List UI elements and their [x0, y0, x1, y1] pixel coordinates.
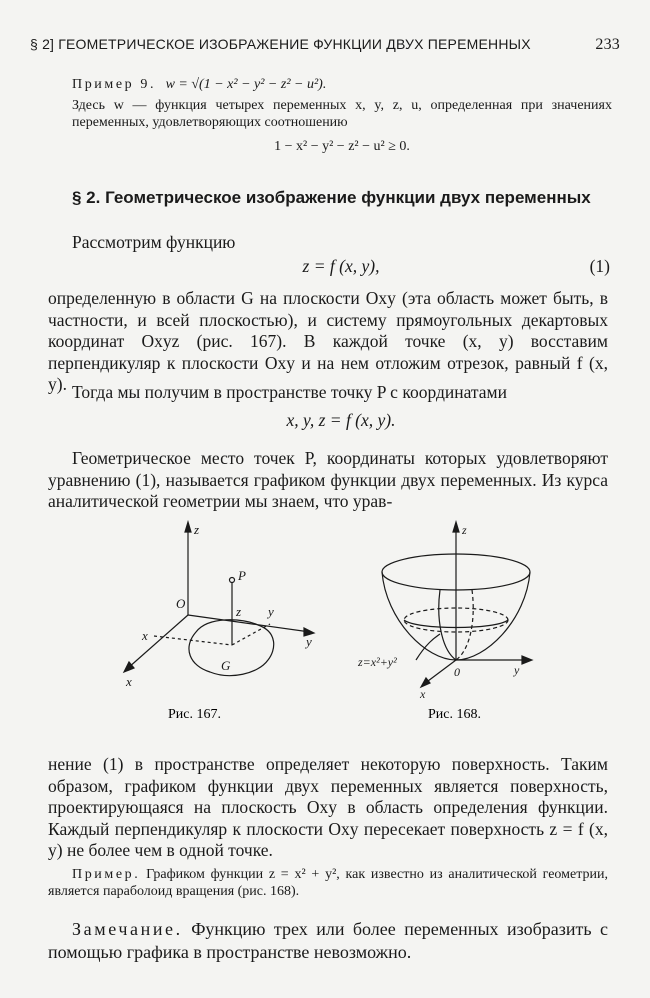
remark-text: Функцию трех или более переменных изобразить с помощью графика в пространстве невозможно. — [48, 919, 608, 962]
running-title: § 2] ГЕОМЕТРИЧЕСКОЕ ИЗОБРАЖЕНИЕ ФУНКЦИИ ДВУХ ПЕРЕМЕННЫХ — [30, 36, 531, 52]
fig168-x-axis-label: x — [420, 687, 426, 701]
fig167-z-label: z — [236, 604, 242, 619]
fig167-region-label: G — [221, 658, 231, 673]
example-9-formula: w = √(1 − x² − y² − z² − u²). — [165, 77, 327, 92]
fig167-x-axis-label: x — [126, 674, 132, 689]
paraboloid-meridian-hidden — [456, 590, 473, 660]
example-9-condition: 1 − x² − y² − z² − u² ≥ 0. — [274, 139, 410, 154]
paraboloid-meridian — [439, 590, 456, 660]
figure-167 — [118, 520, 338, 720]
figure-168-caption: Рис. 168. — [428, 707, 481, 720]
equation-1: z = f (x, y), — [302, 256, 380, 276]
fig167-x-label: x — [142, 628, 148, 643]
page-number: 233 — [595, 36, 620, 53]
fig167-point-label: P — [238, 568, 246, 583]
example-label: Пример. — [72, 867, 141, 882]
fig167-y-label: y — [268, 604, 274, 619]
fig167-z-axis-label: z — [194, 522, 200, 537]
section-title: § 2. Геометрическое изображение функции двух переменных — [72, 188, 591, 207]
remark — [48, 918, 608, 964]
y-axis-arrow — [522, 656, 532, 664]
paragraph-graph: Геометрическое место точек P, координаты которых удовлетворяют уравнению (1), называется графиком функции двух переменных. Из курса аналитической геометрии мы знаем, что урав- — [48, 448, 608, 511]
equation-1-number: (1) — [589, 256, 610, 276]
example-text: Графиком функции z = x² + y², как известно из аналитической геометрии, является параболоид вращения (рис. 168). — [48, 867, 609, 899]
paragraph-intro: Рассмотрим функцию — [72, 232, 236, 252]
x-axis-line — [424, 660, 456, 684]
paragraph-definition: определенную в области G на плоскости Oxy (эта область может быть, в частности, и всей плоскостью), и систему прямоугольных декартовых координат Oxyz (рис. 167). В каждой точке (x, y) восставим перпендикуляр к плоскости Oxy и на нем отложим отрезок, равный f (x, y). — [48, 288, 608, 394]
figure-168 — [356, 520, 556, 720]
point-p-marker — [230, 578, 235, 583]
fig168-origin-label: 0 — [454, 665, 460, 679]
fig167-origin-label: O — [176, 596, 186, 611]
fig168-surface-label: z=x²+y² — [358, 655, 397, 669]
example-paraboloid — [48, 866, 608, 900]
z-axis-arrow — [453, 522, 459, 532]
example-9-text: Здесь w — функция четырех переменных x, y, z, u, определенная при значениях переменных, удовлетворяющих соотношению — [72, 98, 612, 130]
surface-pointer-line — [416, 634, 440, 660]
figure-167-caption: Рис. 167. — [168, 707, 221, 720]
fig168-z-axis-label: z — [462, 523, 467, 537]
fig167-y-axis-label: y — [306, 634, 312, 649]
example-9-heading — [72, 76, 612, 93]
paragraph-surface: нение (1) в пространстве определяет некоторую поверхность. Таким образом, графиком функции двух переменных является поверхность, проектирующаяся на плоскость Oxy в область определения функции. Каждый перпендикуляр к плоскости Oxy пересекает поверхность z = f (x, y) не более чем в одной точке. — [48, 754, 608, 860]
equation-2: x, y, z = f (x, y). — [286, 410, 396, 430]
x-axis-line — [128, 615, 188, 668]
region-g-outline — [189, 620, 274, 676]
remark-label: Замечание. — [72, 919, 183, 939]
y-projection-line — [232, 624, 270, 645]
example-9-label: Пример 9. — [72, 77, 157, 92]
x-axis-arrow — [421, 678, 430, 687]
z-axis-arrow — [185, 522, 191, 532]
fig168-y-axis-label: y — [514, 663, 520, 677]
x-projection-line — [154, 636, 232, 645]
paragraph-point: Тогда мы получим в пространстве точку P с координатами — [72, 382, 507, 402]
